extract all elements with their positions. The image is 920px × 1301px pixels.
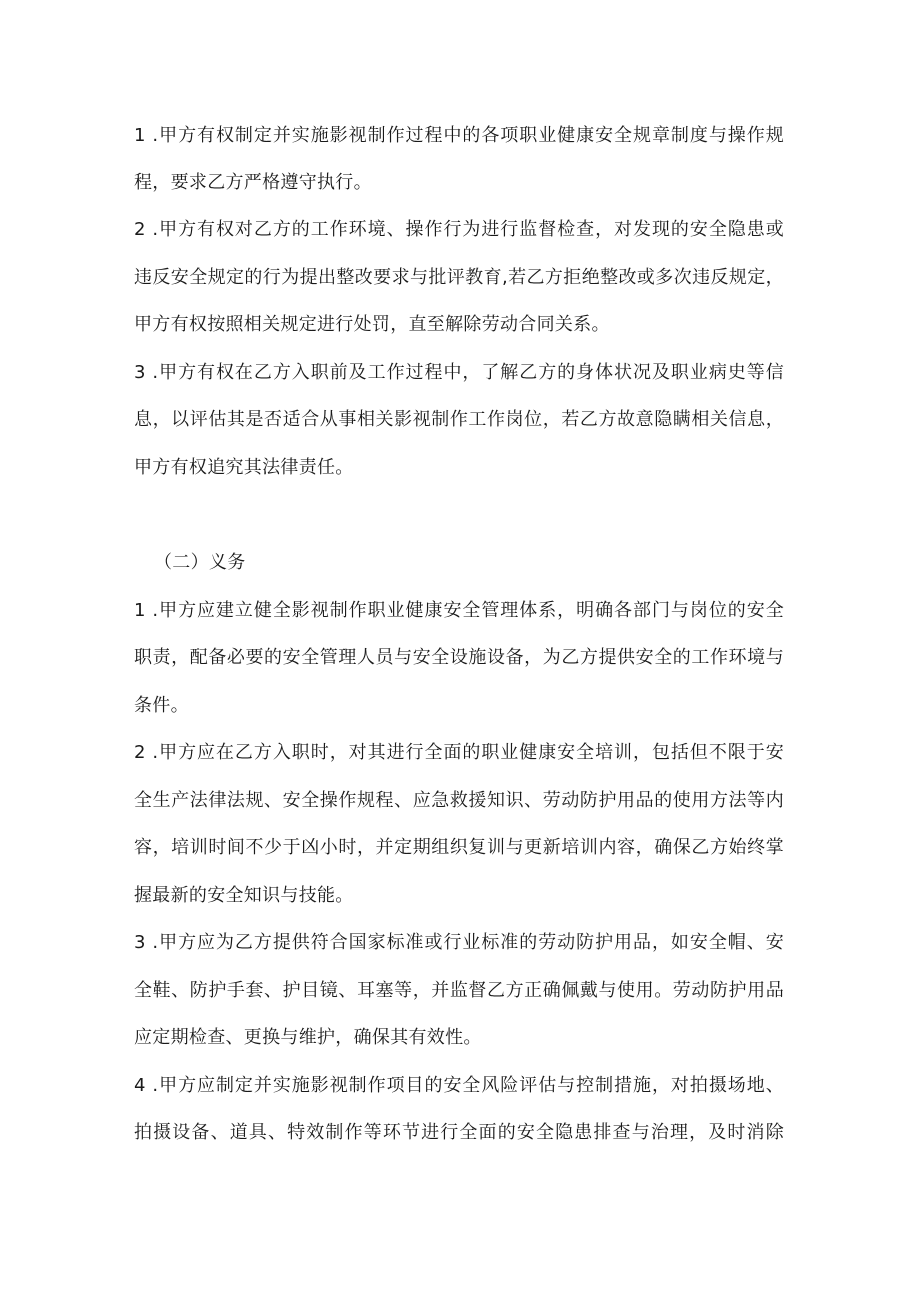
duties-heading: （二）义务: [154, 552, 246, 573]
rights-p2-line-2: 违反安全规定的行为提出整改要求与批评教育,若乙方拒绝整改或多次违反规定，: [134, 267, 784, 288]
rights-p2-line-3: 甲方有权按照相关规定进行处罚，直至解除劳动合同关系。: [134, 314, 610, 335]
duties-p3-line-3: 应定期检查、更换与维护，确保其有效性。: [134, 1027, 482, 1048]
duties-p3-line-1: 3 .甲方应为乙方提供符合国家标准或行业标准的劳动防护用品，如安全帽、安: [134, 932, 784, 953]
duties-p4-line-2: 拍摄设备、道具、特效制作等环节进行全面的安全隐患排查与治理，及时消除: [134, 1122, 784, 1143]
rights-p1-line-1: 1 .甲方有权制定并实施影视制作过程中的各项职业健康安全规章制度与操作规: [134, 125, 784, 146]
duties-p1-line-2: 职责，配备必要的安全管理人员与安全设施设备，为乙方提供安全的工作环境与: [134, 647, 784, 668]
rights-p3-line-2: 息，以评估其是否适合从事相关影视制作工作岗位，若乙方故意隐瞒相关信息，: [134, 409, 784, 430]
duties-p2-line-3: 容，培训时间不少于凶小时，并定期组织复训与更新培训内容，确保乙方始终掌: [134, 837, 784, 858]
rights-p2-line-1: 2 .甲方有权对乙方的工作环境、操作行为进行监督检查，对发现的安全隐患或: [134, 219, 784, 240]
duties-p1-line-3: 条件。: [134, 695, 189, 716]
duties-p4-line-1: 4 .甲方应制定并实施影视制作项目的安全风险评估与控制措施，对拍摄场地、: [134, 1075, 784, 1096]
duties-p1-line-1: 1 .甲方应建立健全影视制作职业健康安全管理体系，明确各部门与岗位的安全: [134, 600, 784, 621]
duties-p2-line-4: 握最新的安全知识与技能。: [134, 885, 354, 906]
rights-p3-line-1: 3 .甲方有权在乙方入职前及工作过程中，了解乙方的身体状况及职业病史等信: [134, 362, 784, 383]
rights-p1-line-2: 程，要求乙方严格遵守执行。: [134, 172, 372, 193]
duties-p2-line-1: 2 .甲方应在乙方入职时，对其进行全面的职业健康安全培训，包括但不限于安: [134, 742, 784, 763]
duties-p2-line-2: 全生产法律法规、安全操作规程、应急救援知识、劳动防护用品的使用方法等内: [134, 790, 784, 811]
rights-p3-line-3: 甲方有权追究其法律责任。: [134, 457, 354, 478]
duties-p3-line-2: 全鞋、防护手套、护目镜、耳塞等，并监督乙方正确佩戴与使用。劳动防护用品: [134, 980, 784, 1001]
